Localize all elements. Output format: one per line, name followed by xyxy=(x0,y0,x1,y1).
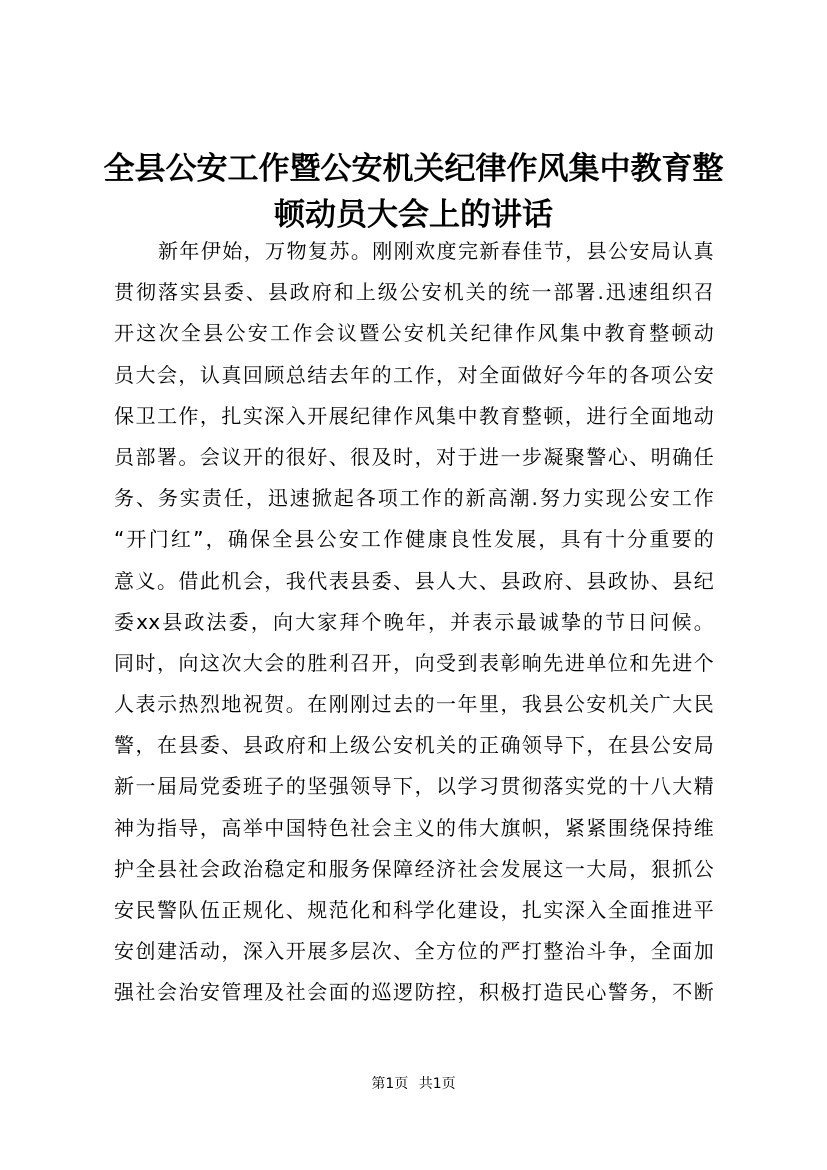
body-line: 安创建活动，深入开展多层次、全方位的严打整治斗争，全面加 xyxy=(114,939,714,964)
body-line: 保卫工作，扎实深入开展纪律作风集中教育整顿，进行全面地动 xyxy=(114,403,714,428)
body-line: 员大会，认真回顾总结去年的工作，对全面做好今年的各项公安 xyxy=(114,362,714,387)
body-line: 委xx县政法委，向大家拜个晚年，并表示最诚挚的节日问候。 xyxy=(114,609,714,634)
body-line: 强社会治安管理及社会面的巡逻防控，积极打造民心警务，不断 xyxy=(114,980,714,1005)
body-line: 开这次全县公安工作会议暨公安机关纪律作风集中教育整顿动 xyxy=(114,321,714,346)
body-line: 警，在县委、县政府和上级公安机关的正确领导下，在县公安局 xyxy=(114,733,714,758)
body-line: 贯彻落实县委、县政府和上级公安机关的统一部署.迅速组织召 xyxy=(114,280,714,305)
body-line: 务、务实责任，迅速掀起各项工作的新高潮.努力实现公安工作 xyxy=(114,486,714,511)
body-line: 安民警队伍正规化、规范化和科学化建设，扎实深入全面推进平 xyxy=(114,898,714,922)
page-footer xyxy=(0,1074,827,1094)
body-line: 新一届局党委班子的坚强领导下，以学习贯彻落实党的十八大精 xyxy=(114,774,714,799)
body-line: 神为指导，高举中国特色社会主义的伟大旗帜，紧紧围绕保持维 xyxy=(114,815,714,840)
document-title-line-1: 全县公安工作暨公安机关纪律作风集中教育整 xyxy=(103,151,724,187)
body-line: 人表示热烈地祝贺。在刚刚过去的一年里，我县公安机关广大民 xyxy=(114,692,714,717)
document-title-line-2: 顿动员大会上的讲话 xyxy=(274,197,553,233)
page-number-total: 共1页 xyxy=(418,1076,456,1092)
document-body xyxy=(114,231,714,1014)
body-line: 护全县社会政治稳定和服务保障经济社会发展这一大局，狠抓公 xyxy=(114,856,714,881)
body-line: 新年伊始，万物复苏。刚刚欢度完新春佳节，县公安局认真 xyxy=(158,239,714,263)
page-number-current: 第1页 xyxy=(371,1076,409,1092)
body-line: 同时，向这次大会的胜利召开，向受到表彰晌先进单位和先进个 xyxy=(114,650,714,675)
body-line: 员部署。会议开的很好、很及时，对于进一步凝聚警心、明确任 xyxy=(114,444,714,469)
body-line: 意义。借此机会，我代表县委、县人大、县政府、县政协、县纪 xyxy=(114,568,714,593)
body-line: “开门红”，确保全县公安工作健康良性发展，具有十分重要的 xyxy=(114,527,714,552)
